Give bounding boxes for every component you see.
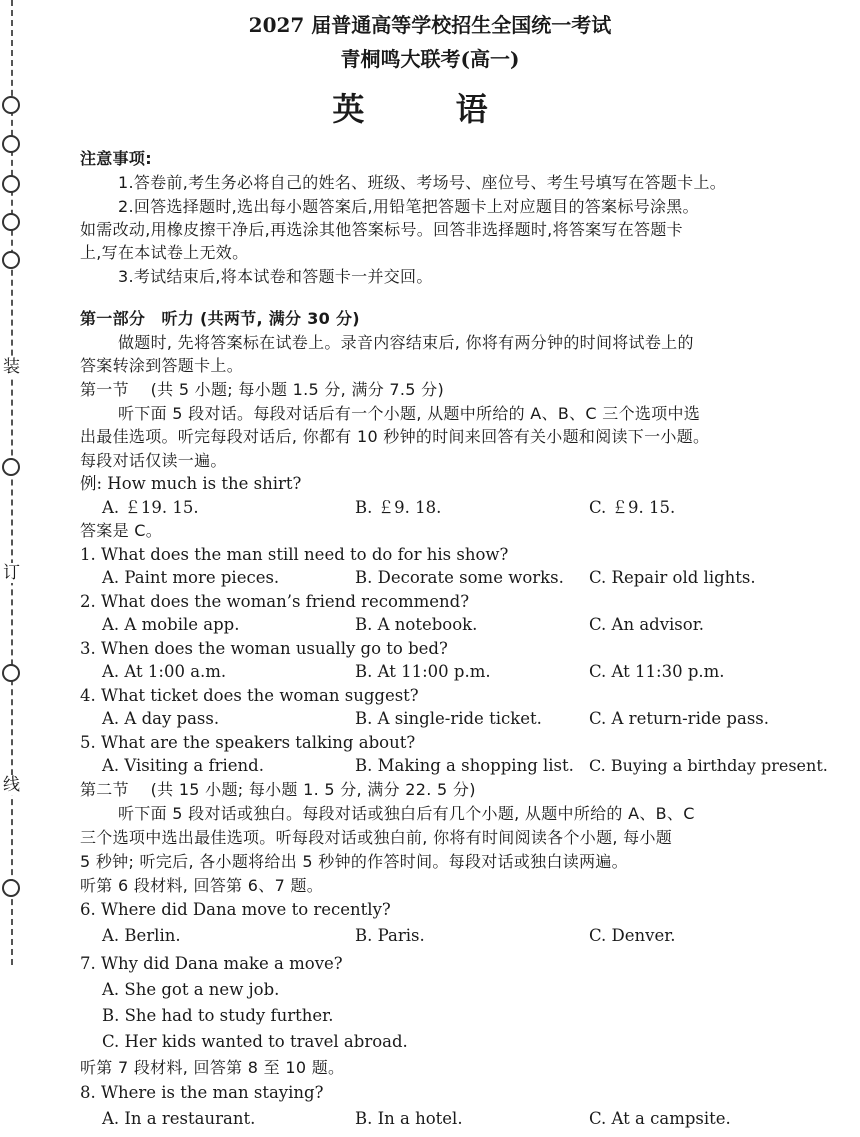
q8-option-b: B. In a hotel.: [355, 1109, 463, 1128]
q2-option-b: B. A notebook.: [355, 615, 478, 634]
question-8: 8. Where is the man staying?: [80, 1083, 324, 1102]
question-2: 2. What does the woman’s friend recommend?: [80, 592, 470, 611]
section1-intro: 每段对话仅读一遍。: [80, 451, 227, 470]
q5-option-c: C. Buying a birthday present.: [589, 756, 828, 775]
section1-intro: 出最佳选项。听完每段对话后, 你都有 10 秒钟的时间来回答有关小题和阅读下一小题。: [80, 427, 710, 446]
q6-option-b: B. Paris.: [355, 926, 425, 945]
exam-subtitle: 青桐鸣大联考(高一): [340, 47, 520, 71]
binding-hole: [2, 213, 20, 231]
q4-option-b: B. A single-ride ticket.: [355, 709, 542, 728]
section2-heading: 第二节 (共 15 小题; 每小题 1. 5 分, 满分 22. 5 分): [80, 780, 476, 799]
binding-hole: [2, 879, 20, 897]
part1-intro: 答案转涂到答题卡上。: [80, 356, 244, 375]
q8-option-a: A. In a restaurant.: [102, 1109, 256, 1128]
question-4: 4. What ticket does the woman suggest?: [80, 686, 419, 705]
example-question: 例: How much is the shirt?: [80, 474, 302, 493]
exam-title: 2027 届普通高等学校招生全国统一考试: [248, 13, 612, 37]
notice-line: 2.回答选择题时,选出每小题答案后,用铅笔把答题卡上对应题目的答案标号涂黑。: [118, 197, 699, 216]
q6-option-c: C. Denver.: [589, 926, 676, 945]
question-5: 5. What are the speakers talking about?: [80, 733, 416, 752]
section1-heading: 第一节 (共 5 小题; 每小题 1.5 分, 满分 7.5 分): [80, 380, 445, 399]
question-7: 7. Why did Dana make a move?: [80, 954, 343, 973]
notice-line: 如需改动,用橡皮擦干净后,再选涂其他答案标号。回答非选择题时,将答案写在答题卡: [80, 220, 683, 239]
section2-intro: 听下面 5 段对话或独白。每段对话或独白后有几个小题, 从题中所给的 A、B、C: [118, 804, 695, 823]
binding-hole: [2, 664, 20, 682]
q3-option-c: C. At 11:30 p.m.: [589, 662, 725, 681]
section1-intro: 听下面 5 段对话。每段对话后有一个小题, 从题中所给的 A、B、C 三个选项中选: [118, 404, 701, 423]
q1-option-a: A. Paint more pieces.: [102, 568, 280, 587]
q5-option-a: A. Visiting a friend.: [102, 756, 264, 775]
binding-hole: [2, 175, 20, 193]
part1-heading: 第一部分 听力 (共两节, 满分 30 分): [80, 309, 360, 328]
example-option-c: C. ￡9. 15.: [589, 498, 676, 517]
binding-hole: [2, 135, 20, 153]
q1-option-b: B. Decorate some works.: [355, 568, 564, 587]
q6-option-a: A. Berlin.: [102, 926, 181, 945]
q7-option-c: C. Her kids wanted to travel abroad.: [102, 1032, 408, 1051]
example-option-b: B. ￡9. 18.: [355, 498, 442, 517]
q2-option-a: A. A mobile app.: [102, 615, 240, 634]
q1-option-c: C. Repair old lights.: [589, 568, 756, 587]
q2-option-c: C. An advisor.: [589, 615, 705, 634]
q8-option-c: C. At a campsite.: [589, 1109, 731, 1128]
notice-line: 1.答卷前,考生务必将自己的姓名、班级、考场号、座位号、考生号填写在答题卡上。: [118, 173, 727, 192]
q7-option-a: A. She got a new job.: [102, 980, 280, 999]
section2-intro: 5 秒钟; 听完后, 各小题将给出 5 秒钟的作答时间。每段对话或独白读两遍。: [80, 852, 628, 871]
material-7-note: 听第 7 段材料, 回答第 8 至 10 题。: [80, 1058, 345, 1077]
material-6-note: 听第 6 段材料, 回答第 6、7 题。: [80, 876, 324, 895]
q3-option-b: B. At 11:00 p.m.: [355, 662, 491, 681]
binding-hole: [2, 251, 20, 269]
notice-line: 3.考试结束后,将本试卷和答题卡一并交回。: [118, 267, 433, 286]
question-3: 3. When does the woman usually go to bed?: [80, 639, 448, 658]
question-1: 1. What does the man still need to do for his show?: [80, 545, 509, 564]
q3-option-a: A. At 1:00 a.m.: [102, 662, 227, 681]
example-option-a: A. ￡19. 15.: [102, 498, 199, 517]
example-answer: 答案是 C。: [80, 521, 163, 540]
section2-intro: 三个选项中选出最佳选项。听每段对话或独白前, 你将有时间阅读各个小题, 每小题: [80, 828, 673, 847]
binding-char-ding: 订: [3, 563, 20, 583]
binding-margin: [0, 0, 40, 1137]
notice-line: 上,写在本试卷上无效。: [80, 243, 249, 262]
q7-option-b: B. She had to study further.: [102, 1006, 334, 1025]
q5-option-b: B. Making a shopping list.: [355, 756, 574, 775]
binding-hole: [2, 458, 20, 476]
question-6: 6. Where did Dana move to recently?: [80, 900, 391, 919]
part1-intro: 做题时, 先将答案标在试卷上。录音内容结束后, 你将有两分钟的时间将试卷上的: [118, 333, 694, 352]
binding-char-zhuang: 装: [3, 357, 20, 377]
q4-option-c: C. A return-ride pass.: [589, 709, 770, 728]
binding-char-xian: 线: [3, 775, 20, 795]
subject-title: 英 语: [332, 90, 528, 128]
notice-heading: 注意事项:: [80, 149, 152, 168]
q4-option-a: A. A day pass.: [102, 709, 220, 728]
